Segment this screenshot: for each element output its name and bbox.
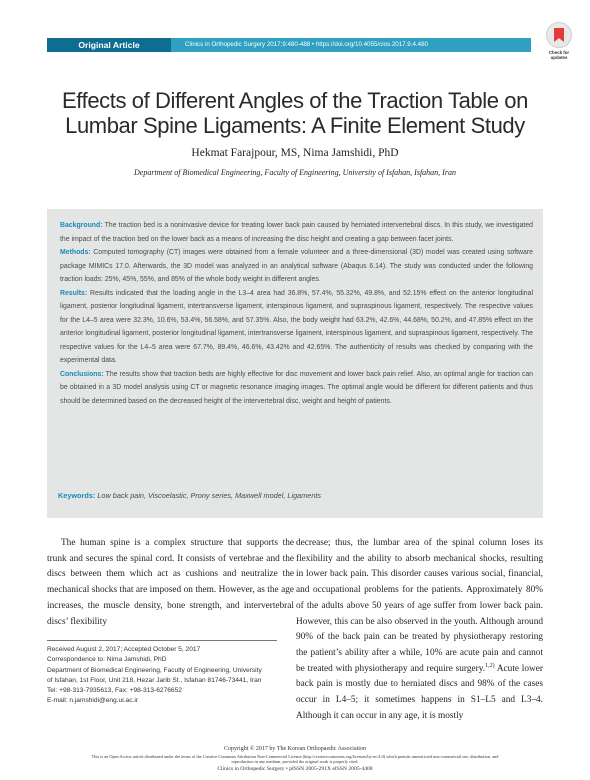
affiliation: Department of Biomedical Engineering, Faculty of Engineering, University of Isfahan, Isfahan, Iran	[134, 168, 456, 177]
citation-ref[interactable]: 1,2)	[485, 662, 495, 669]
badge-label: Check for updates	[548, 50, 570, 60]
body-column-right	[296, 536, 543, 724]
conclusions-text: The results show that traction beds are highly effective for disc movement and lower back pain relief. Also, an optimal angle for traction can be obtained in a 3D model analysis using CT or magnetic resonance imaging images. The optimal angle would be different for different patients and thus should be determined based on the decreased height of the intervertebral disc, weight and height of patients.	[60, 370, 533, 405]
keywords-text: Low back pain, Viscoelastic, Prony series, Maxwell model, Ligaments	[97, 491, 322, 500]
keywords	[58, 491, 321, 500]
footnote-divider	[47, 640, 277, 641]
authors: Hekmat Farajpour, MS, Nima Jamshidi, PhD	[191, 147, 399, 159]
abstract-box	[47, 209, 543, 518]
background-heading: Background:	[60, 222, 103, 229]
background-text: The traction bed is a noninvasive device for treating lower back pain caused by herniated intervertebral discs. In this study, we investigated the impact of the traction bed on the lower back as a means of increasing the disc height and creating a gap between facet joints.	[60, 222, 534, 243]
correspondence-phone: Tel: +98-313-7935613, Fax: +98-313-6276652	[47, 687, 182, 695]
methods-text: Computed tomography (CT) images were obtained from a female volunteer and a three-dimensional (3D) model was created using software package MIMICs 17.0. Afterwards, the 3D model was analyzed in an analytical software (Abaqus 6.14). The study was conducted under the following traction loads: 25%, 45%, 55%, and 85% of the whole body weight in different angles.	[60, 249, 533, 283]
abstract-background	[60, 219, 533, 246]
body-text-right-a: decrease; thus, the lumbar area of the spinal column loses its flexibility and the ability to absorb mechanical shocks, resulting in lower back pain. This disorder causes various social, financial, and occupational problems for the patients. Approximately 80% of the adults above 50 years of age suffer from lower back pain. However, this can be also observed in the youth. Although around 90% of the back pain can be treated by physiotherapy restoring the patient’s ability after a while, 10% are acute pain and cannot be treated with physiotherapy and require surgery.	[296, 538, 543, 674]
abstract-results	[60, 287, 533, 368]
correspondence-to: Correspondence to: Nima Jamshidi, PhD	[47, 656, 167, 664]
copyright: Copyright © 2017 by The Korean Orthopaedic Association	[224, 746, 366, 752]
abstract-methods	[60, 246, 533, 287]
license-text: This is an Open Access article distributed under the terms of the Creative Commons Attribution Non-Commercial License (http://creativecommons.org/licenses/by-nc/4.0) which permits unrestricted non-commercial use, distribution, and reproduction in any medium, provided the original work is properly cited.	[91, 754, 499, 765]
check-for-updates-badge[interactable]	[544, 22, 574, 66]
correspondence-email[interactable]: E-mail: n.jamshidi@eng.ui.ac.ir	[47, 697, 138, 705]
issn-line: Clinics in Orthopedic Surgery • pISSN 2005-291X eISSN 2005-4408	[217, 766, 373, 772]
title-line-2: Lumbar Spine Ligaments: A Finite Element Study	[65, 113, 525, 138]
received-dates: Received August 2, 2017; Accepted October 5, 2017	[47, 646, 201, 653]
results-text: Results indicated that the loading angle in the L3–4 area had 36.8%, 57.4%, 55.32%, 49.8%, and 52.15% effect on the anterior longitudinal ligament, posterior longitudinal ligament, intertransverse ligament, interspinous ligament, and supraspinous ligament, respectively. The respective values for the L4–5 area were 32.3%, 10.6%, 53.4%, 56.58%, and 57.35%. Also, the body weight had 63.2%, 42.6%, 44.68%, 50.2%, and 47.85% effect on the anterior longitudinal ligament, posterior longitudinal ligament, intertransverse ligament, interspinous ligament, and supraspinous ligament, respectively. The respective values for the L4–5 area were 67.7%, 89.4%, 46.6%, 43.42% and 42.65%. The authenticity of results was checked by comparing with the experimental data.	[60, 289, 533, 364]
body-column-left	[47, 536, 294, 630]
keywords-heading: Keywords:	[58, 491, 96, 500]
journal-reference: Clinics in Orthopedic Surgery 2017;9:480-488 • https://doi.org/10.4055/cios.2017.9.4.480	[185, 41, 428, 48]
body-paragraph-right	[296, 536, 543, 724]
conclusions-heading: Conclusions:	[60, 370, 104, 378]
journal-header-bar	[47, 38, 531, 52]
methods-heading: Methods:	[60, 249, 91, 256]
article-title	[20, 88, 570, 138]
body-paragraph-left: The human spine is a complex structure that supports the trunk and secures the spinal cord. It consists of vertebrae and the discs between them which act as cushions and neutralize the mechanical shocks that are imposed on them. However, as the age increases, the muscle density, bone strength, and intervertebral discs’ flexibility	[47, 538, 294, 627]
correspondence-dept: Department of Biomedical Engineering, Faculty of Engineering, University	[47, 666, 262, 674]
article-type-tag: Original Article	[47, 38, 171, 52]
body-text-right-b: Acute lower back pain is mostly due to herniated discs and 98% of the cases occur in L4–5; it sometimes happens in S1–L5 and L3–4. Although it can occur in any age, it is mostly	[296, 663, 543, 721]
bookmark-icon	[546, 22, 572, 48]
correspondence-block	[47, 645, 287, 707]
results-heading: Results:	[60, 289, 88, 297]
abstract-conclusions	[60, 368, 533, 409]
title-line-1: Effects of Different Angles of the Traction Table on	[62, 88, 528, 113]
correspondence-address: of Isfahan, 1st Floor, Unit 218, Hezar Jarib St., Isfahan 81746-73441, Iran	[47, 676, 262, 684]
